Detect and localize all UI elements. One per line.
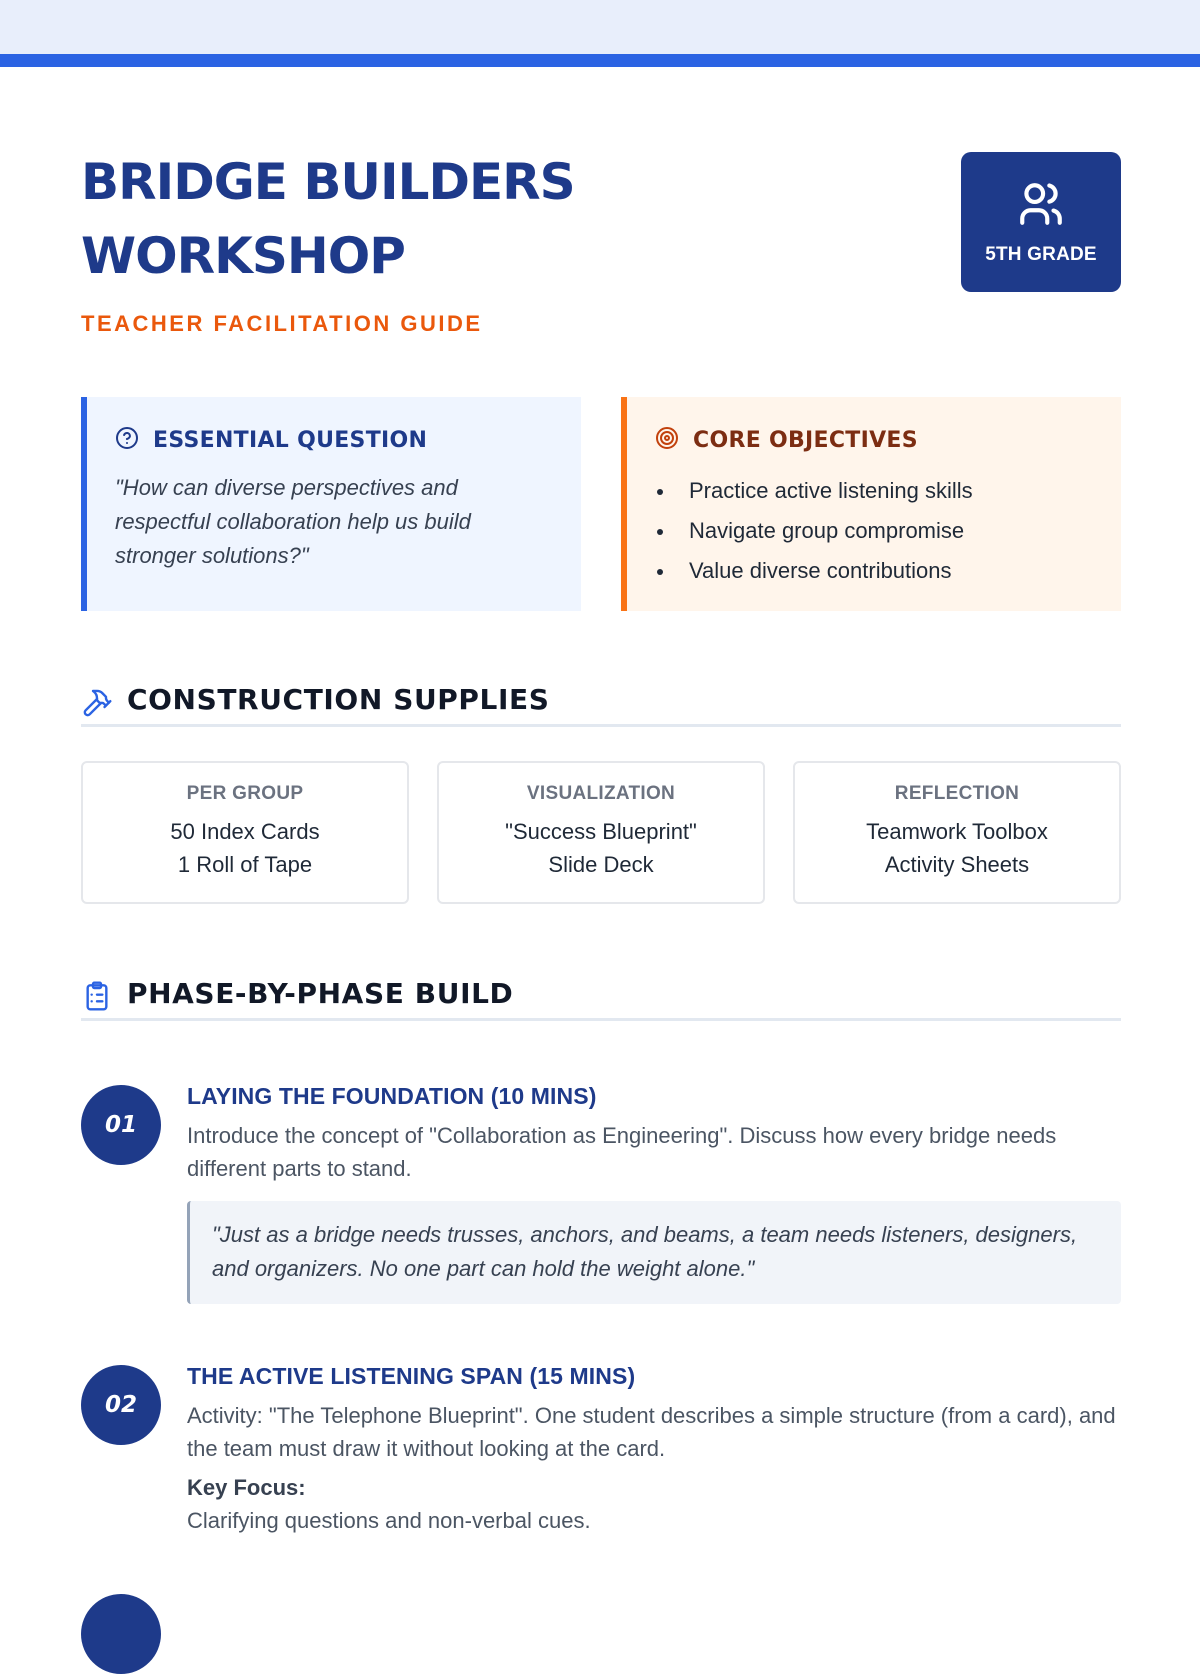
list-item: Practice active listening skills xyxy=(655,471,1091,511)
users-icon xyxy=(1015,179,1067,234)
supply-item: Activity Sheets xyxy=(884,852,1030,877)
supply-category: VISUALIZATION xyxy=(526,783,676,804)
page-title: BRIDGE BUILDERS WORKSHOP xyxy=(81,153,575,285)
phase-quote: "Just as a bridge needs trusses, anchors, and beams, a team needs listeners, designers, and organizers. No one part can hold the weight alone." xyxy=(187,1201,1121,1304)
core-objectives-card xyxy=(621,397,1121,611)
help-circle-icon xyxy=(115,426,139,455)
guide-page xyxy=(81,140,1121,1533)
supply-item: Slide Deck xyxy=(548,852,654,877)
supply-item: 50 Index Cards xyxy=(170,819,320,844)
supply-card xyxy=(793,761,1121,904)
page-header xyxy=(81,145,1121,355)
target-icon xyxy=(655,426,679,455)
phase-title: THE ACTIVE LISTENING SPAN (15 MINS) xyxy=(187,1363,636,1389)
phase-title: LAYING THE FOUNDATION (10 MINS) xyxy=(187,1083,597,1109)
clipboard-list-icon xyxy=(81,980,113,1017)
list-item: Value diverse contributions xyxy=(655,551,1091,591)
supply-card xyxy=(437,761,765,904)
info-cards xyxy=(81,397,1121,611)
supply-card xyxy=(81,761,409,904)
phase-description: Activity: "The Telephone Blueprint". One student describes a simple structure (from a card), and the team must draw it without looking at the card. xyxy=(187,1403,1116,1461)
phase-number-partial xyxy=(81,1594,161,1674)
objectives-list xyxy=(655,471,1091,591)
supply-item: Teamwork Toolbox xyxy=(866,819,1048,844)
supply-category: PER GROUP xyxy=(186,783,304,804)
phases-heading: PHASE-BY-PHASE BUILD xyxy=(127,977,514,1010)
grade-label: 5TH GRADE xyxy=(985,243,1097,265)
essential-question-heading: ESSENTIAL QUESTION xyxy=(153,427,428,453)
supply-item: "Success Blueprint" xyxy=(505,819,697,844)
key-focus-text: Clarifying questions and non-verbal cues. xyxy=(187,1508,591,1533)
essential-question-text: "How can diverse perspectives and respectful collaboration help us build stronger solutions?" xyxy=(115,475,471,568)
supplies-heading: CONSTRUCTION SUPPLIES xyxy=(127,683,550,716)
key-focus-label: Key Focus: xyxy=(187,1475,306,1500)
phase-description: Introduce the concept of "Collaboration as Engineering". Discuss how every bridge needs different parts to stand. xyxy=(187,1123,1057,1181)
essential-question-card xyxy=(81,397,581,611)
top-banner xyxy=(0,0,1200,67)
phase-number: 01 xyxy=(81,1085,161,1165)
phase-number: 02 xyxy=(81,1365,161,1445)
core-objectives-heading: CORE OBJECTIVES xyxy=(693,427,918,453)
page-subtitle: TEACHER FACILITATION GUIDE xyxy=(81,311,483,336)
supplies-section-heading xyxy=(81,683,1121,727)
supply-item: 1 Roll of Tape xyxy=(177,852,313,877)
hammer-icon xyxy=(81,687,113,724)
supplies-grid xyxy=(81,761,1121,904)
list-item: Navigate group compromise xyxy=(655,511,1091,551)
grade-badge xyxy=(961,152,1121,292)
supply-category: REFLECTION xyxy=(894,783,1020,804)
phases-section-heading xyxy=(81,977,1121,1021)
